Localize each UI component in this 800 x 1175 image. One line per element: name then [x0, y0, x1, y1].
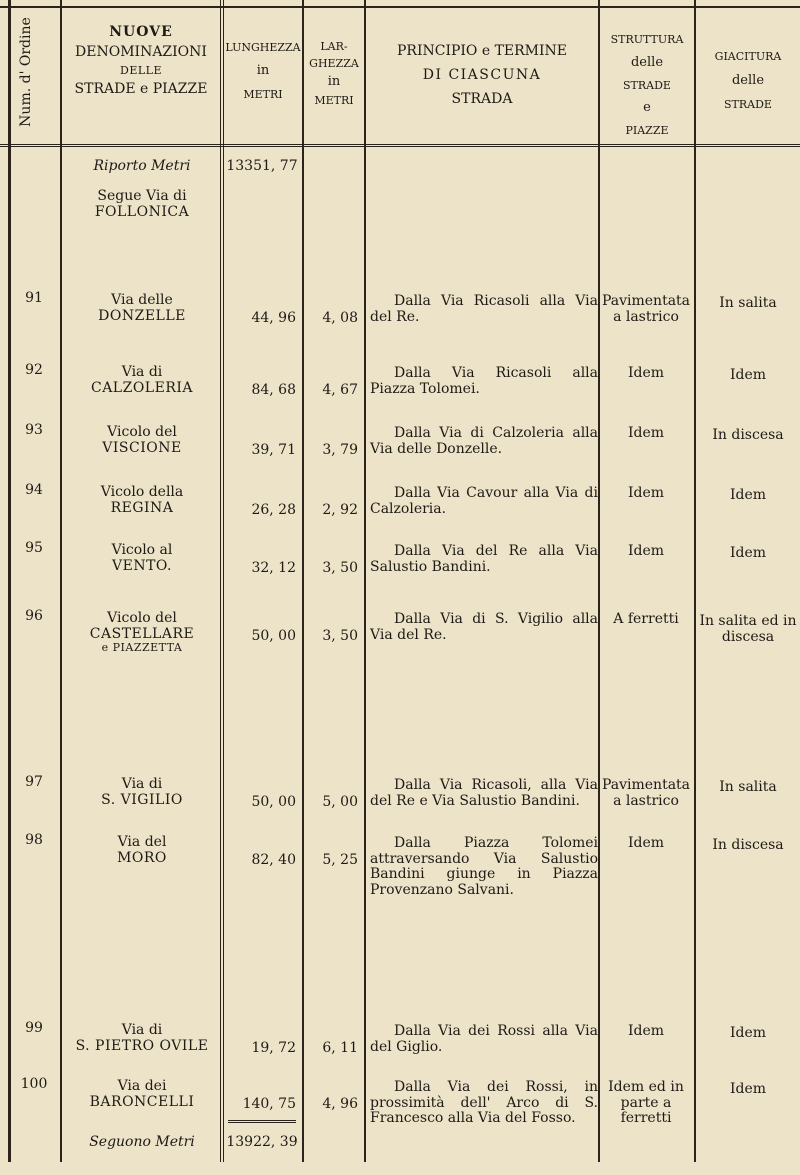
header-struttura: STRUTTURA delle STRADE e PIAZZE — [610, 33, 684, 138]
street-structure: Idem ed in parte a ferretti — [608, 1079, 684, 1127]
row-number: 96 — [25, 608, 43, 624]
header-principio: PRINCIPIO e TERMINE DI CIASCUNA STRADA — [396, 43, 568, 107]
street-structure: Idem — [627, 485, 665, 501]
street-structure: Pavimentata a lastrico — [601, 777, 691, 809]
street-width: 3, 50 — [322, 628, 358, 644]
street-length: 84, 68 — [251, 382, 296, 398]
street-name-prefix: Via di — [121, 364, 163, 380]
street-structure: Idem — [627, 835, 665, 851]
street-width: 3, 79 — [322, 442, 358, 458]
street-length: 39, 71 — [251, 442, 296, 458]
street-description: Dalla Via Ricasoli alla Piazza Tolomei. — [370, 365, 598, 397]
header-larghezza: LAR- GHEZZA in METRI — [309, 40, 359, 108]
street-name — [64, 834, 220, 866]
street-length: 44, 96 — [251, 310, 296, 326]
street-width: 2, 92 — [322, 502, 358, 518]
street-name — [64, 364, 220, 396]
street-description: Dalla Via di Calzoleria alla Via delle Donzelle. — [370, 425, 598, 457]
row-number: 97 — [25, 774, 43, 790]
street-description: Dalla Piazza Tolomei attraversando Via Salustio Bandini giunge in Piazza Provenzano Salvani. — [370, 835, 598, 899]
street-slope: Idem — [729, 367, 767, 383]
street-name-main: S. PIETRO OVILE — [75, 1038, 209, 1055]
col-rule-num — [60, 0, 62, 1162]
street-description: Dalla Via dei Rossi, in prossimità dell' Arco di S. Francesco alla Via del Fosso. — [370, 1079, 598, 1127]
top-rule — [0, 6, 800, 8]
street-name — [64, 1022, 220, 1054]
riporto-value: 13351, 77 — [226, 158, 298, 174]
street-slope: In salita — [719, 295, 777, 311]
street-name-main: BARONCELLI — [89, 1094, 195, 1111]
street-name-prefix: Via di — [121, 1022, 163, 1038]
row-number: 98 — [25, 832, 43, 848]
row-number: 91 — [25, 290, 43, 306]
street-length: 50, 00 — [251, 794, 296, 810]
street-structure: Idem — [627, 365, 665, 381]
sum-rule — [228, 1120, 296, 1123]
street-description: Dalla Via Cavour alla Via di Calzoleria. — [370, 485, 598, 517]
col-rule-struct — [694, 0, 696, 1162]
street-name — [64, 424, 220, 456]
street-length: 50, 00 — [251, 628, 296, 644]
col-rule-wid — [364, 0, 366, 1162]
row-number: 94 — [25, 482, 43, 498]
street-name-main: VENTO. — [111, 558, 173, 575]
street-name-main: REGINA — [110, 500, 174, 517]
row-number: 92 — [25, 362, 43, 378]
street-name — [64, 776, 220, 808]
col-rule-len — [302, 0, 304, 1162]
street-structure: Idem — [627, 425, 665, 441]
col-rule-desc — [598, 0, 600, 1162]
street-name — [64, 1078, 220, 1110]
street-name-prefix: Via del — [117, 834, 167, 850]
header-num-ordine: Num. d' Ordine — [18, 17, 34, 127]
street-width: 4, 08 — [322, 310, 358, 326]
street-name-prefix: Via delle — [111, 292, 173, 308]
street-length: 140, 75 — [242, 1096, 296, 1112]
street-width: 3, 50 — [322, 560, 358, 576]
street-name-prefix: Via di — [121, 776, 163, 792]
street-name-main: CASTELLARE — [89, 626, 195, 643]
street-structure: Pavimentata a lastrico — [601, 293, 691, 325]
street-length: 26, 28 — [251, 502, 296, 518]
street-width: 5, 25 — [322, 852, 358, 868]
street-structure: Idem — [627, 543, 665, 559]
row-number: 95 — [25, 540, 43, 556]
street-structure: A ferretti — [613, 611, 679, 627]
street-width: 4, 96 — [322, 1096, 358, 1112]
header-giacitura: GIACITURA delle STRADE — [714, 50, 782, 111]
row-number: 93 — [25, 422, 43, 438]
street-length: 19, 72 — [251, 1040, 296, 1056]
street-length: 32, 12 — [251, 560, 296, 576]
seguono-value: 13922, 39 — [226, 1134, 298, 1150]
header-lunghezza: LUNGHEZZA in METRI — [225, 41, 301, 101]
street-name-prefix: Vicolo al — [111, 542, 173, 558]
street-name-prefix: Via dei — [117, 1078, 167, 1094]
street-name — [64, 484, 220, 516]
street-name — [64, 542, 220, 574]
street-name-main: VISCIONE — [102, 440, 182, 457]
street-slope: Idem — [729, 545, 767, 561]
street-name-main: S. VIGILIO — [101, 792, 183, 809]
street-slope: In discesa — [712, 837, 784, 853]
street-description: Dalla Via Ricasoli alla Via del Re. — [370, 293, 598, 325]
col-rule-left — [8, 0, 11, 1162]
street-description: Dalla Via dei Rossi alla Via del Giglio. — [370, 1023, 598, 1055]
street-width: 4, 67 — [322, 382, 358, 398]
street-slope: Idem — [729, 487, 767, 503]
street-name-prefix: Vicolo del — [107, 424, 177, 440]
header-denominazioni: NUOVE DENOMINAZIONI DELLE STRADE e PIAZZE — [74, 24, 208, 97]
street-name — [64, 292, 220, 324]
street-slope: In salita — [719, 779, 777, 795]
street-description: Dalla Via di S. Vigilio alla Via del Re. — [370, 611, 598, 643]
row-number: 99 — [25, 1020, 43, 1036]
street-name — [64, 610, 220, 655]
seguono-label: Seguono Metri — [89, 1134, 195, 1150]
row-number: 100 — [20, 1076, 48, 1092]
street-slope: In salita ed in discesa — [699, 613, 797, 645]
street-width: 6, 11 — [322, 1040, 358, 1056]
segue-block: Segue Via di FOLLONICA — [94, 188, 190, 221]
street-name-main: DONZELLE — [98, 308, 186, 325]
street-name-main: MORO — [117, 850, 167, 867]
street-name-prefix: Vicolo della — [100, 484, 184, 500]
street-slope: In discesa — [712, 427, 784, 443]
street-structure: Idem — [627, 1023, 665, 1039]
street-width: 5, 00 — [322, 794, 358, 810]
street-name-suffix: e PIAZZETTA — [101, 641, 183, 655]
street-slope: Idem — [729, 1025, 767, 1041]
street-name-main: CALZOLERIA — [90, 380, 194, 397]
street-length: 82, 40 — [251, 852, 296, 868]
header-rule — [0, 144, 800, 147]
riporto-label: Riporto Metri — [93, 158, 191, 174]
street-description: Dalla Via del Re alla Via Salustio Bandini. — [370, 543, 598, 575]
street-description: Dalla Via Ricasoli, alla Via del Re e Via Salustio Bandini. — [370, 777, 598, 809]
street-name-prefix: Vicolo del — [107, 610, 177, 626]
street-slope: Idem — [729, 1081, 767, 1097]
col-rule-name — [220, 0, 224, 1162]
